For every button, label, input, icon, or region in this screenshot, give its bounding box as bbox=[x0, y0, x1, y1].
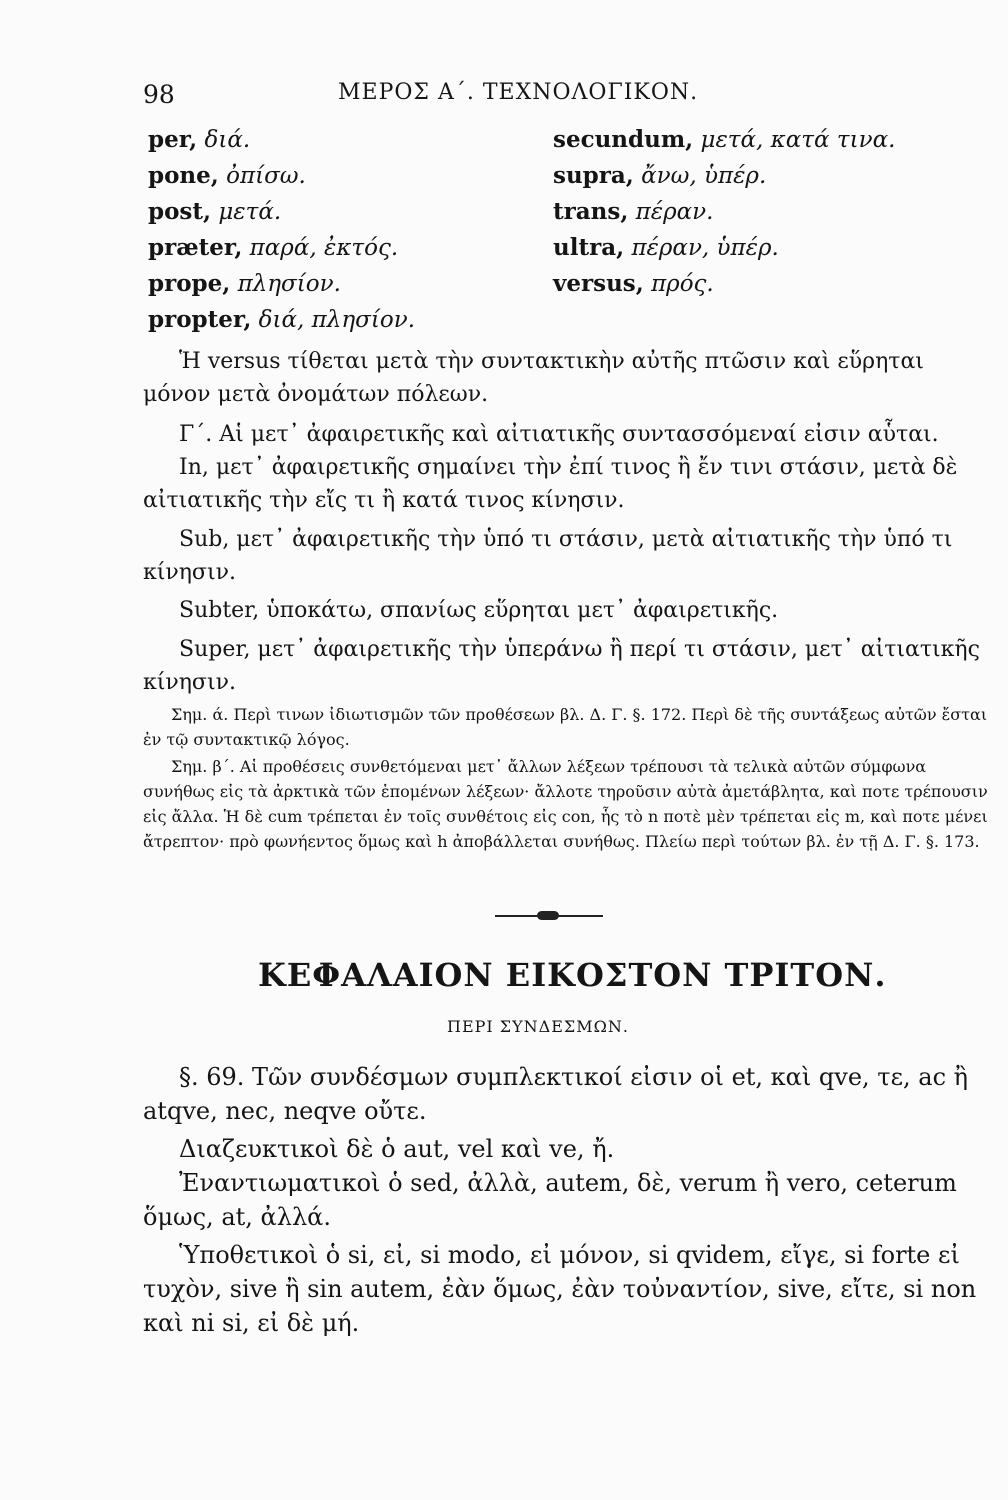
chapter-subtitle: ΠΕΡΙ ΣΥΝΔΕΣΜΩΝ. bbox=[447, 1017, 629, 1036]
list-item: supra, ἄνω, ὑπέρ. bbox=[553, 162, 767, 189]
note-alpha: Σημ. ά. Περὶ τινων ἰδιωτισμῶν τῶν προθέσεων βλ. Δ. Γ. §. 172. Περὶ δὲ τῆς συντάξεως αὐτῶν ἔσται ἐν τῷ συντακτικῷ λόγος. bbox=[143, 705, 988, 749]
note-beta: Σημ. β΄. Αἱ προθέσεις συνθετόμεναι μετ᾽ ἄλλων λέξεων τρέπουσι τὰ τελικὰ αὐτῶν σύμφωνα συνήθως εἰς τὰ ἀρκτικὰ τῶν ἑπομένων λέξεων· ἄλλοτε τηροῦσιν αὐτὰ ἀμετάβλητα, καὶ ποτε τρέπουσιν εἰς ἄλλα. Ἡ δὲ cum τρέπεται ἐν τοῖς συνθέτοις εἰς con, ἧς τὸ n ποτὲ μὲν τρέπεται εἰς m, καὶ ποτε μένει ἄτρεπτον· πρὸ φωνήεντος ὅμως καὶ h ἀποβάλλεται συνήθως. Πλείω περὶ τούτων βλ. ἐν τῇ Δ. Γ. §. 173. bbox=[143, 757, 988, 851]
paragraph-subter: Subter, ὑποκάτω, σπανίως εὕρηται μετ᾽ ἀφαιρετικῆς. bbox=[179, 598, 779, 623]
list-item: præter, παρά, ἐκτός. bbox=[148, 234, 399, 261]
running-title: ΜΕΡΟΣ Α΄. ΤΕΧΝΟΛΟΓΙΚΟΝ. bbox=[338, 80, 699, 105]
page-number: 98 bbox=[143, 80, 175, 109]
list-item: versus, πρός. bbox=[553, 270, 714, 297]
section-69-disjunctive: Διαζευκτικοὶ δὲ ὁ aut, vel καὶ ve, ἤ. bbox=[179, 1135, 615, 1163]
preposition-list-left bbox=[148, 122, 415, 338]
paragraph-versus: Ἡ versus τίθεται μετὰ τὴν συντακτικὴν αὐτῆς πτῶσιν καὶ εὕρηται μόνον μετὰ ὀνομάτων πόλεων. bbox=[143, 349, 924, 407]
paragraph-in: In, μετ᾽ ἀφαιρετικῆς σημαίνει τὴν ἐπί τινος ἢ ἔν τινι στάσιν, μετὰ δὲ αἰτιατικῆς τὴν εἴς τι ἢ κατά τινος κίνησιν. bbox=[143, 455, 958, 513]
paragraph-super: Super, μετ᾽ ἀφαιρετικῆς τὴν ὑπεράνω ἢ περί τι στάσιν, μετ᾽ αἰτιατικῆς κίνησιν. bbox=[143, 637, 980, 695]
list-item: prope, πλησίον. bbox=[148, 270, 341, 297]
section-69-conditional: Ὑποθετικοὶ ὁ si, εἰ, si modo, εἰ μόνον, si qvidem, εἴγε, si forte εἰ τυχὸν, sive ἢ sin autem, ἐὰν ὅμως, ἐὰν τοὐναντίον, sive, εἴτε, si non καὶ ni si, εἰ δὲ μή. bbox=[143, 1241, 977, 1337]
chapter-title: ΚΕΦΑΛΑΙΟΝ ΕΙΚΟΣΤΟΝ ΤΡΙΤΟΝ. bbox=[258, 956, 887, 994]
list-item: trans, πέραν. bbox=[553, 198, 714, 225]
paragraph-gamma: Γ΄. Αἱ μετ᾽ ἀφαιρετικῆς καὶ αἰτιατικῆς συντασσόμεναί εἰσιν αὗται. bbox=[179, 422, 939, 447]
section-69-adversative: Ἐναντιωματικοὶ ὁ sed, ἀλλὰ, autem, δὲ, verum ἢ vero, ceterum ὅμως, at, ἀλλά. bbox=[143, 1169, 957, 1231]
list-item: propter, διά, πλησίον. bbox=[148, 306, 416, 333]
list-item: per, διά. bbox=[148, 126, 251, 153]
preposition-list-right bbox=[553, 122, 895, 302]
section-divider bbox=[495, 915, 603, 917]
list-item: secundum, μετά, κατά τινα. bbox=[553, 126, 896, 153]
list-item: ultra, πέραν, ὑπέρ. bbox=[553, 234, 779, 261]
list-item: pone, ὀπίσω. bbox=[148, 162, 306, 189]
section-69-copulative: §. 69. Τῶν συνδέσμων συμπλεκτικοί εἰσιν οἱ et, καὶ qve, τε, ac ἢ atqve, nec, neqve οὔτε. bbox=[143, 1063, 969, 1125]
list-item: post, μετά. bbox=[148, 198, 282, 225]
paragraph-sub: Sub, μετ᾽ ἀφαιρετικῆς τὴν ὑπό τι στάσιν, μετὰ αἰτιατικῆς τὴν ὑπό τι κίνησιν. bbox=[143, 527, 953, 585]
